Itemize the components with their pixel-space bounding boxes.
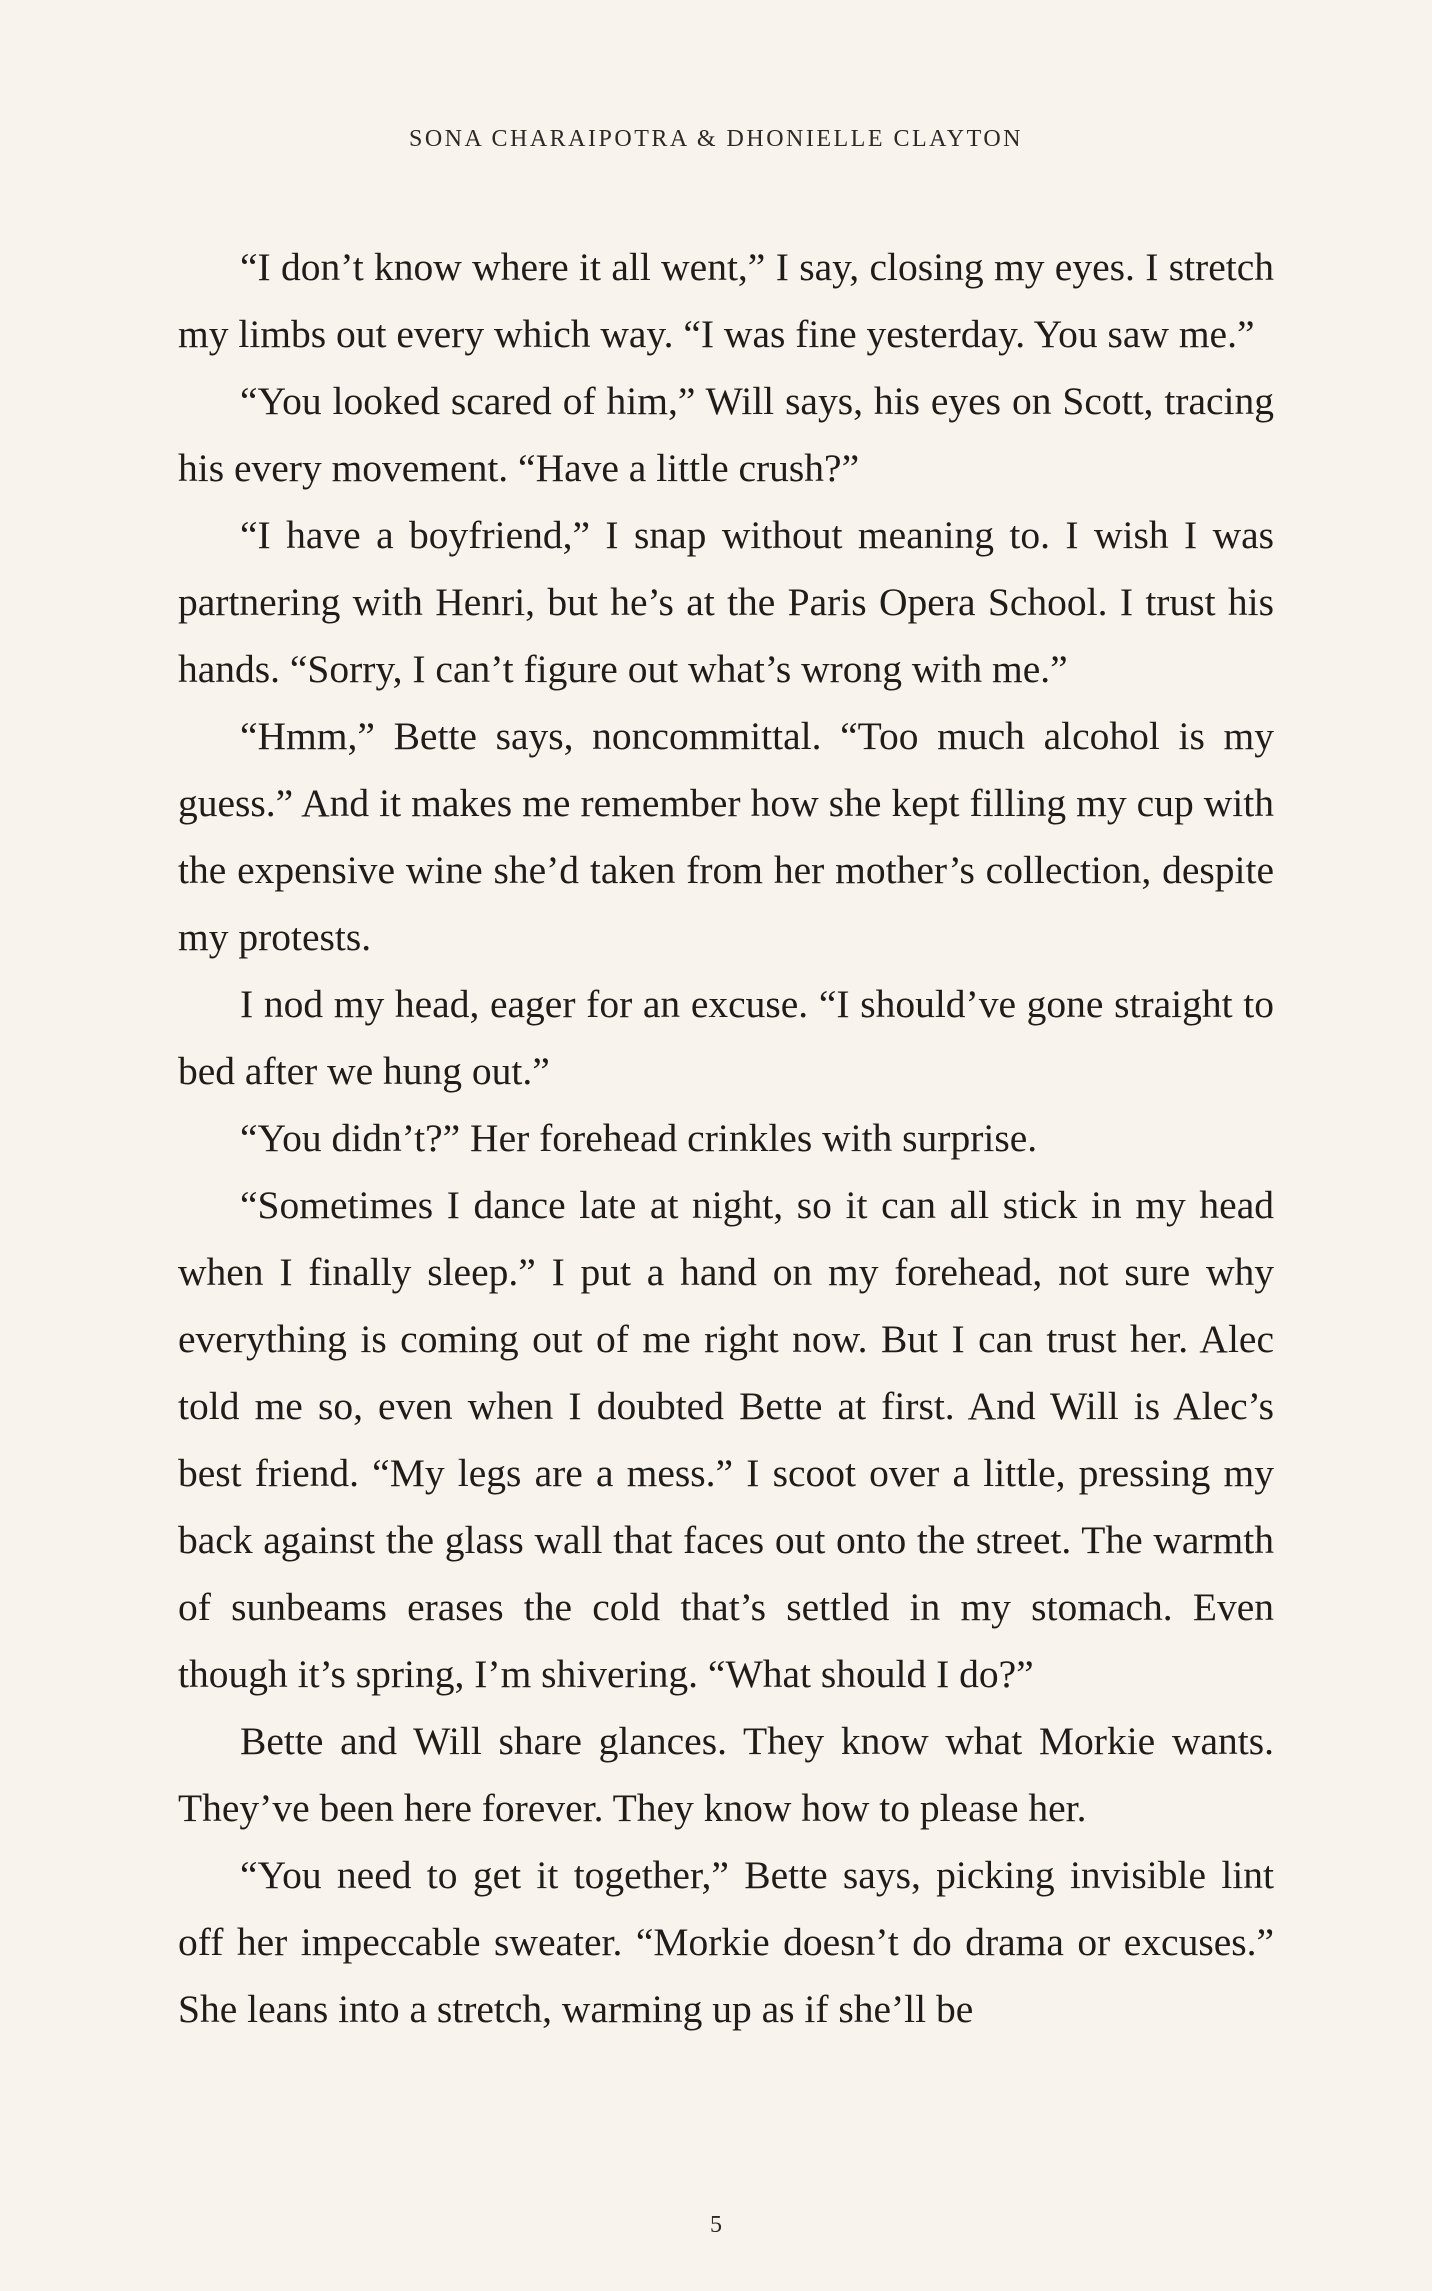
paragraph: “Sometimes I dance late at night, so it can all stick in my head when I finally sleep.” I put a hand on my forehead, not sure why everything is coming out of me right now. But I can trust her. Alec told me so, even when I doubted Bette at first. And Will is Alec’s best friend. “My legs are a mess.” I scoot over a little, pressing my back against the glass wall that faces out onto the street. The warmth of sunbeams erases the cold that’s settled in my stomach. Even though it’s spring, I’m shivering. “What should I do?” — [178, 1183, 1274, 1696]
body-text — [178, 234, 1274, 2043]
paragraph: “Hmm,” Bette says, noncommittal. “Too much alcohol is my guess.” And it makes me remember how she kept filling my cup with the expensive wine she’d taken from her mother’s collection, despite my protests. — [178, 714, 1274, 959]
paragraph: Bette and Will share glances. They know what Morkie wants. They’ve been here forever. They know how to please her. — [178, 1719, 1274, 1830]
paragraph: “I have a boyfriend,” I snap without meaning to. I wish I was partnering with Henri, but he’s at the Paris Opera School. I trust his hands. “Sorry, I can’t figure out what’s wrong with me.” — [178, 513, 1274, 691]
paragraph: “I don’t know where it all went,” I say, closing my eyes. I stretch my limbs out every which way. “I was fine yesterday. You saw me.” — [178, 245, 1274, 356]
paragraph: “You need to get it together,” Bette says, picking invisible lint off her impeccable sweater. “Morkie doesn’t do drama or excuses.” She leans into a stretch, warming up as if she’ll be — [178, 1853, 1274, 2031]
paragraph: “You didn’t?” Her forehead crinkles with surprise. — [240, 1116, 1038, 1160]
paragraph: I nod my head, eager for an excuse. “I should’ve gone straight to bed after we hung out.” — [178, 982, 1274, 1093]
page-number: 5 — [710, 2212, 722, 2238]
paragraph: “You looked scared of him,” Will says, his eyes on Scott, tracing his every movement. “Have a little crush?” — [178, 379, 1274, 490]
running-head: SONA CHARAIPOTRA & DHONIELLE CLAYTON — [408, 126, 1024, 152]
